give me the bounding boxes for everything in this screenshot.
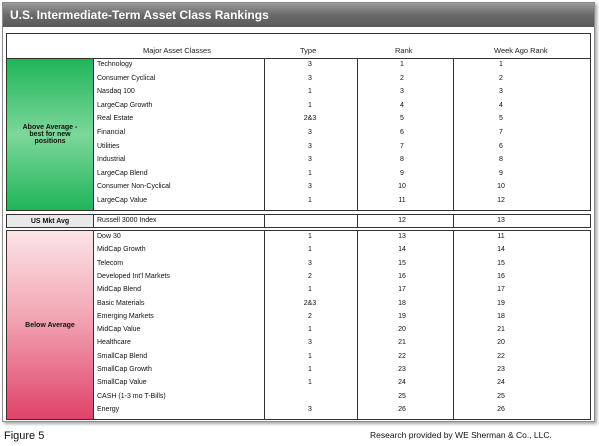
above-week-ago-rank-value: 12	[497, 197, 505, 204]
below-week-ago-rank-value: 26	[497, 405, 505, 413]
market-rank-value: 12	[398, 217, 406, 224]
below-rank-value: 16	[398, 272, 406, 280]
below-rank-value: 23	[398, 366, 406, 373]
below-asset-name: SmallCap Growth	[97, 366, 152, 373]
below-rank-value: 13	[398, 233, 406, 240]
above-week-ago-rank-value: 4	[499, 101, 503, 109]
below-rank-value: 19	[398, 312, 406, 320]
above-week-ago-rank-value: 10	[497, 183, 505, 191]
below-asset-name: Healthcare	[97, 339, 131, 347]
above-type-value: 1	[308, 101, 312, 109]
below-rank-value: 22	[398, 352, 406, 360]
below-rank-value: 25	[398, 392, 406, 400]
below-asset-name: Emerging Markets	[97, 312, 154, 320]
below-type-value: 1	[308, 246, 312, 254]
above-asset-name: LargeCap Value	[97, 197, 148, 204]
header-rank: Rank	[395, 46, 413, 55]
above-week-ago-rank-value: 2	[499, 74, 503, 82]
above-week-ago-rank-value: 9	[499, 169, 503, 177]
below-type-value: 1	[308, 366, 312, 373]
below-rank-value: 17	[398, 286, 406, 294]
below-asset-name: Dow 30	[97, 233, 121, 240]
below-average-text: Below Average	[25, 321, 75, 329]
below-type-value: 1	[308, 379, 312, 387]
below-type-value: 3	[308, 259, 312, 267]
below-type-value: 1	[308, 352, 312, 360]
above-rank-value: 5	[400, 115, 404, 123]
below-week-ago-rank-value: 18	[497, 312, 505, 320]
below-type-value: 1	[308, 233, 312, 240]
us-market-average-label	[6, 214, 94, 228]
above-type-value: 3	[308, 74, 312, 82]
header-type: Type	[300, 46, 317, 55]
us-market-average-text: US Mkt Avg	[30, 217, 70, 225]
above-type-value: 3	[308, 129, 312, 136]
above-asset-name: Industrial	[97, 156, 126, 164]
below-week-ago-rank-value: 19	[497, 299, 505, 307]
below-type-value: 3	[308, 405, 312, 413]
market-week-ago-rank-value: 13	[497, 217, 505, 224]
above-asset-name: LargeCap Blend	[97, 169, 148, 177]
header-week-ago-rank: Week Ago Rank	[494, 46, 548, 55]
above-asset-name: Utilities	[97, 142, 120, 150]
below-rank-value: 26	[398, 405, 406, 413]
below-asset-name: MidCap Value	[97, 326, 141, 334]
above-asset-name: Consumer Cyclical	[97, 74, 156, 82]
above-week-ago-rank-value: 1	[499, 61, 503, 68]
below-average-label	[6, 230, 94, 420]
above-rank-value: 7	[400, 142, 404, 150]
above-rank-value: 6	[400, 129, 404, 136]
below-asset-name: Basic Materials	[97, 299, 145, 307]
below-rank-value: 21	[398, 339, 406, 347]
below-type-value: 3	[308, 339, 312, 347]
below-type-value: 2	[308, 272, 312, 280]
above-rank-value: 10	[398, 183, 406, 191]
below-asset-name: Energy	[97, 405, 120, 413]
below-week-ago-rank-value: 14	[497, 246, 505, 254]
below-week-ago-rank-value: 24	[497, 379, 505, 387]
below-asset-name: CASH (1-3 mo T-Bills)	[97, 392, 166, 400]
above-type-value: 3	[308, 61, 312, 68]
above-asset-name: Financial	[97, 129, 126, 136]
below-week-ago-rank-value: 22	[497, 352, 505, 360]
above-average-label	[6, 58, 94, 211]
above-rank-value: 4	[400, 101, 404, 109]
above-rank-value: 2	[400, 74, 404, 82]
market-asset-name: Russell 3000 Index	[97, 217, 157, 224]
below-week-ago-rank-value: 25	[497, 392, 505, 400]
above-week-ago-rank-value: 8	[499, 156, 503, 164]
above-week-ago-rank-value: 7	[499, 129, 503, 136]
below-type-value: 2	[308, 312, 312, 320]
below-type-value: 1	[308, 286, 312, 294]
below-rank-value: 15	[398, 259, 406, 267]
below-rank-value: 14	[398, 246, 406, 254]
market-average-table	[93, 214, 591, 228]
above-rank-value: 11	[398, 197, 406, 204]
rankings-panel	[2, 2, 595, 422]
above-type-value: 3	[308, 156, 312, 164]
above-type-value: 3	[308, 183, 312, 191]
below-average-table	[93, 230, 591, 420]
below-week-ago-rank-value: 17	[497, 286, 505, 294]
below-asset-name: MidCap Blend	[97, 286, 141, 294]
below-week-ago-rank-value: 16	[497, 272, 505, 280]
above-type-value: 2&3	[303, 115, 317, 123]
below-asset-name: SmallCap Value	[97, 379, 147, 387]
above-week-ago-rank-value: 6	[499, 142, 503, 150]
above-type-value: 1	[308, 169, 312, 177]
below-week-ago-rank-value: 23	[497, 366, 505, 373]
below-type-value: 1	[308, 326, 312, 334]
below-week-ago-rank-value: 15	[497, 259, 505, 267]
above-average-text: Above Average - best for new positions	[22, 124, 78, 145]
below-asset-name: SmallCap Blend	[97, 352, 148, 360]
above-rank-value: 8	[400, 156, 404, 164]
credit-line: Research provided by WE Sherman & Co., LLC.	[370, 430, 552, 440]
above-asset-name: Nasdaq 100	[97, 88, 135, 96]
below-week-ago-rank-value: 11	[497, 233, 505, 240]
below-asset-name: Telecom	[97, 259, 124, 267]
above-week-ago-rank-value: 5	[499, 115, 503, 123]
above-rank-value: 1	[400, 61, 404, 68]
header-major-asset-classes: Major Asset Classes	[143, 46, 211, 55]
below-type-value: 2&3	[303, 299, 317, 307]
above-week-ago-rank-value: 3	[499, 88, 503, 96]
above-type-value: 3	[308, 142, 312, 150]
above-average-table	[93, 58, 591, 211]
above-asset-name: Real Estate	[97, 115, 134, 123]
above-asset-name: Technology	[97, 61, 133, 68]
above-rank-value: 9	[400, 169, 404, 177]
below-rank-value: 24	[398, 379, 406, 387]
below-rank-value: 20	[398, 326, 406, 334]
below-week-ago-rank-value: 21	[497, 326, 505, 334]
above-type-value: 1	[308, 88, 312, 96]
below-rank-value: 18	[398, 299, 406, 307]
above-type-value: 1	[308, 197, 312, 204]
above-asset-name: Consumer Non-Cyclical	[97, 183, 171, 191]
above-asset-name: LargeCap Growth	[97, 101, 153, 109]
panel-title: U.S. Intermediate-Term Asset Class Rankings	[3, 3, 594, 27]
figure-label: Figure 5	[4, 430, 45, 442]
below-week-ago-rank-value: 20	[497, 339, 505, 347]
below-asset-name: Developed Int'l Markets	[97, 272, 170, 280]
column-header-row	[6, 33, 591, 59]
below-asset-name: MidCap Growth	[97, 246, 146, 254]
above-rank-value: 3	[400, 88, 404, 96]
